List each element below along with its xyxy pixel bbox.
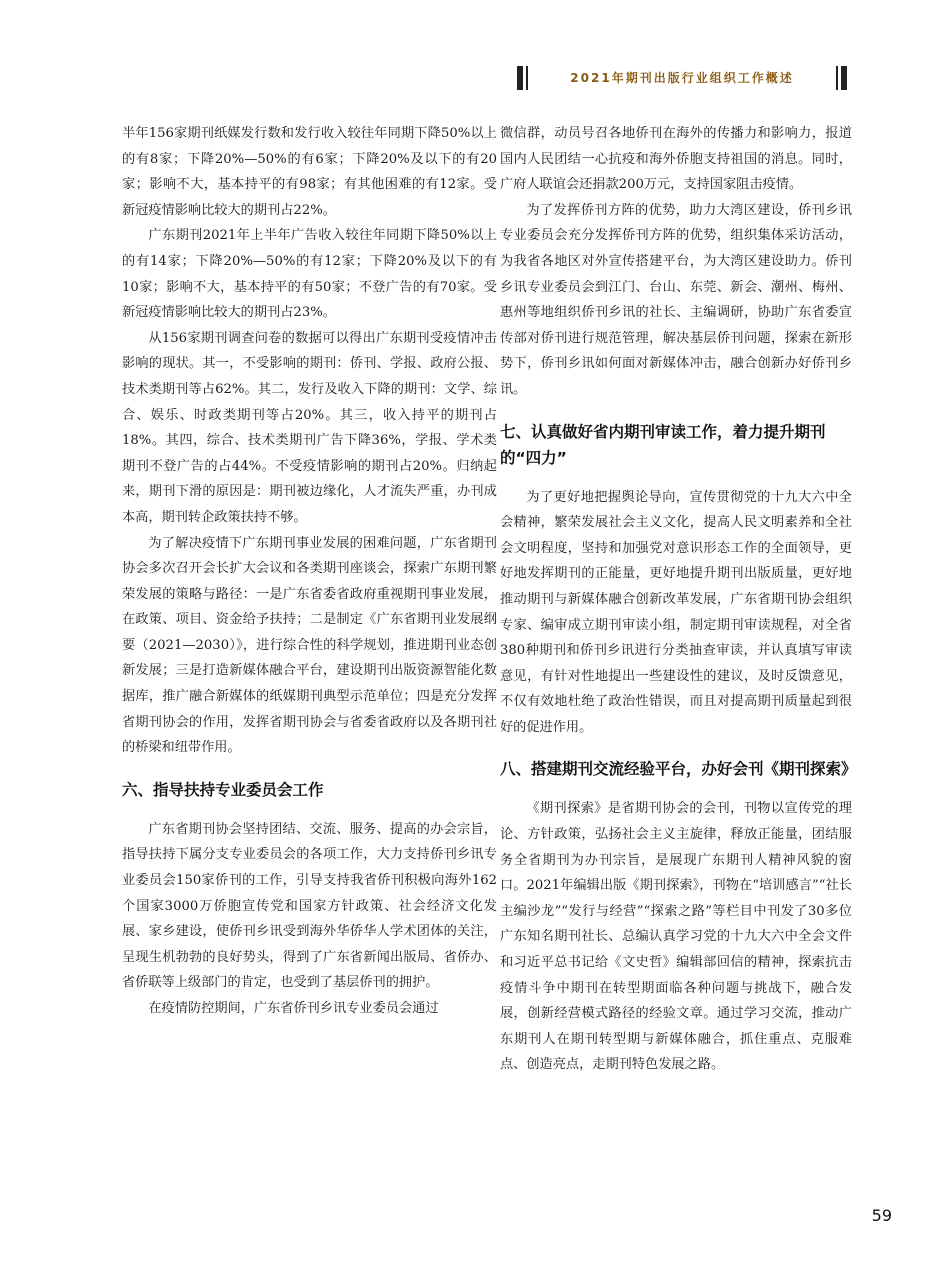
paragraph: 在疫情防控期间，广东省侨刊乡讯专业委员会通过 <box>148 1001 439 1016</box>
paragraph: 为了发挥侨刊方阵的优势，助力大湾区建设，侨刊乡讯专业委员会充分发挥侨刊方阵的优势，组织集体采访活动，为我省各地区对外宣传搭建平台，为大湾区建设助力。侨刊乡讯专业委员会到江门、台山、东莞、新会、潮州、梅州、惠州等地组织侨刊乡讯的社长、主编调研，协助广东省委宣传部对侨刊进行规范管理，解决基层侨刊问题，探索在新形势下，侨刊乡讯如何面对新媒体冲击，融合创新办好侨刊乡讯。 <box>500 202 852 397</box>
header-bar-right <box>841 66 847 90</box>
paragraph: 广东期刊2021年上半年广告收入较往年同期下降50%以上的有14家；下降20%—50%的有12家；下降20%及以下的有10家；影响不大，基本持平的有50家；不登广告的有70家。受新冠疫情影响比较大的期刊占23%。 <box>122 228 497 321</box>
section-heading-7: 七、认真做好省内期刊审读工作，着力提升期刊的“四力” <box>500 422 826 467</box>
paragraph: 为了更好地把握舆论导向，宣传贯彻党的十九大六中全会精神，繁荣发展社会主义文化，提高人民文明素养和全社会文明程度，坚持和加强党对意识形态工作的全面领导，更好地发挥期刊的正能量，更好地提升期刊出版质量，更好地推动期刊与新媒体融合创新改革发展，广东省期刊协会组织专家、编审成立期刊审读小组，制定期刊审读规程，对全省380种期刊和侨刊乡讯进行分类抽查审读，并认真填写审读意见，有针对性地提出一些建设性的建议，及时反馈意见，不仅有效地杜绝了政治性错误，而且对提高期刊质量起到很好的促进作用。 <box>500 489 852 735</box>
section-heading-6: 六、指导扶持专业委员会工作 <box>122 780 324 799</box>
running-title: 2021年期刊出版行业组织工作概述 <box>570 71 794 85</box>
paragraph: 从156家期刊调查问卷的数据可以得出广东期刊受疫情冲击影响的现状。其一，不受影响的期刊：侨刊、学报、政府公报、技术类期刊等占62%。其二，发行及收入下降的期刊：文学、综合、娱乐、时政类期刊等占20%。其三，收入持平的期刊占18%。其四，综合、技术类期刊广告下降36%，学报、学术类期刊不登广告的占44%。不受疫情影响的期刊占20%。归纳起来，期刊下滑的原因是：期刊被边缘化，人才流失严重，办刊成本高，期刊转企政策扶持不够。 <box>122 330 497 525</box>
section-heading-8: 八、搭建期刊交流经验平台，办好会刊《期刊探索》 <box>500 760 857 779</box>
paragraph: 《期刊探索》是省期刊协会的会刊，刊物以宣传党的理论、方针政策，弘扬社会主义主旋律，释放正能量，团结服务全省期刊为办刊宗旨，是展现广东期刊人精神风貌的窗口。2021年编辑出版《期刊探索》，刊物在“培训感言”“社长主编沙龙”“发行与经营”“探索之路”等栏目中刊发了30多位广东知名期刊社长、总编认真学习党的十九大六中全会文件和习近平总书记给《文史哲》编辑部回信的精神，探索抗击疫情斗争中期刊在转型期面临各种问题与挑战下，融合发展，创新经营模式路径的经验文章。通过学习交流，推动广东期刊人在期刊转型期与新媒体融合，抓住重点、克服难点、创造亮点，走期刊特色发展之路。 <box>500 801 852 1073</box>
paragraph: 半年156家期刊纸媒发行数和发行收入较往年同期下降50%以上的有8家；下降20%—50%的有6家；下降20%及以下的有20家；影响不大，基本持平的有98家；有其他困难的有12家。受新冠疫情影响比较大的期刊占22%。 <box>122 126 497 218</box>
header-bar-left <box>517 66 523 90</box>
page-number: 59 <box>871 1206 892 1225</box>
left-column <box>122 121 497 1022</box>
paragraph: 为了解决疫情下广东期刊事业发展的困难问题，广东省期刊协会多次召开会长扩大会议和各类期刊座谈会，探索广东期刊繁荣发展的策略与路径：一是广东省委省政府重视期刊事业发展，在政策、项目、资金给予扶持；二是制定《广东省期刊业发展纲要（2021—2030）》，进行综合性的科学规划，推进期刊业态创新发展；三是打造新媒体融合平台，建设期刊出版资源智能化数据库，推广融合新媒体的纸媒期刊典型示范单位；四是充分发挥省期刊协会的作用，发挥省期刊协会与省委省政府以及各期刊社的桥梁和纽带作用。 <box>122 535 497 756</box>
running-header <box>512 66 852 92</box>
right-column <box>500 121 857 1078</box>
paragraph: 广东省期刊协会坚持团结、交流、服务、提高的办会宗旨，指导扶持下属分支专业委员会的各项工作，大力支持侨刊乡讯专业委员会150家侨刊的工作，引导支持我省侨刊积极向海外162个国家3000万侨胞宣传党和国家方针政策、社会经济文化发展、家乡建设，使侨刊乡讯受到海外华侨华人学术团体的关注，呈现生机勃勃的良好势头，得到了广东省新闻出版局、省侨办、省侨联等上级部门的肯定，也受到了基层侨刊的拥护。 <box>122 821 497 991</box>
paragraph: 微信群，动员号召各地侨刊在海外的传播力和影响力，报道国内人民团结一心抗疫和海外侨胞支持祖国的消息。同时，广府人联谊会还捐款200万元，支持国家阻击疫情。 <box>500 126 852 193</box>
